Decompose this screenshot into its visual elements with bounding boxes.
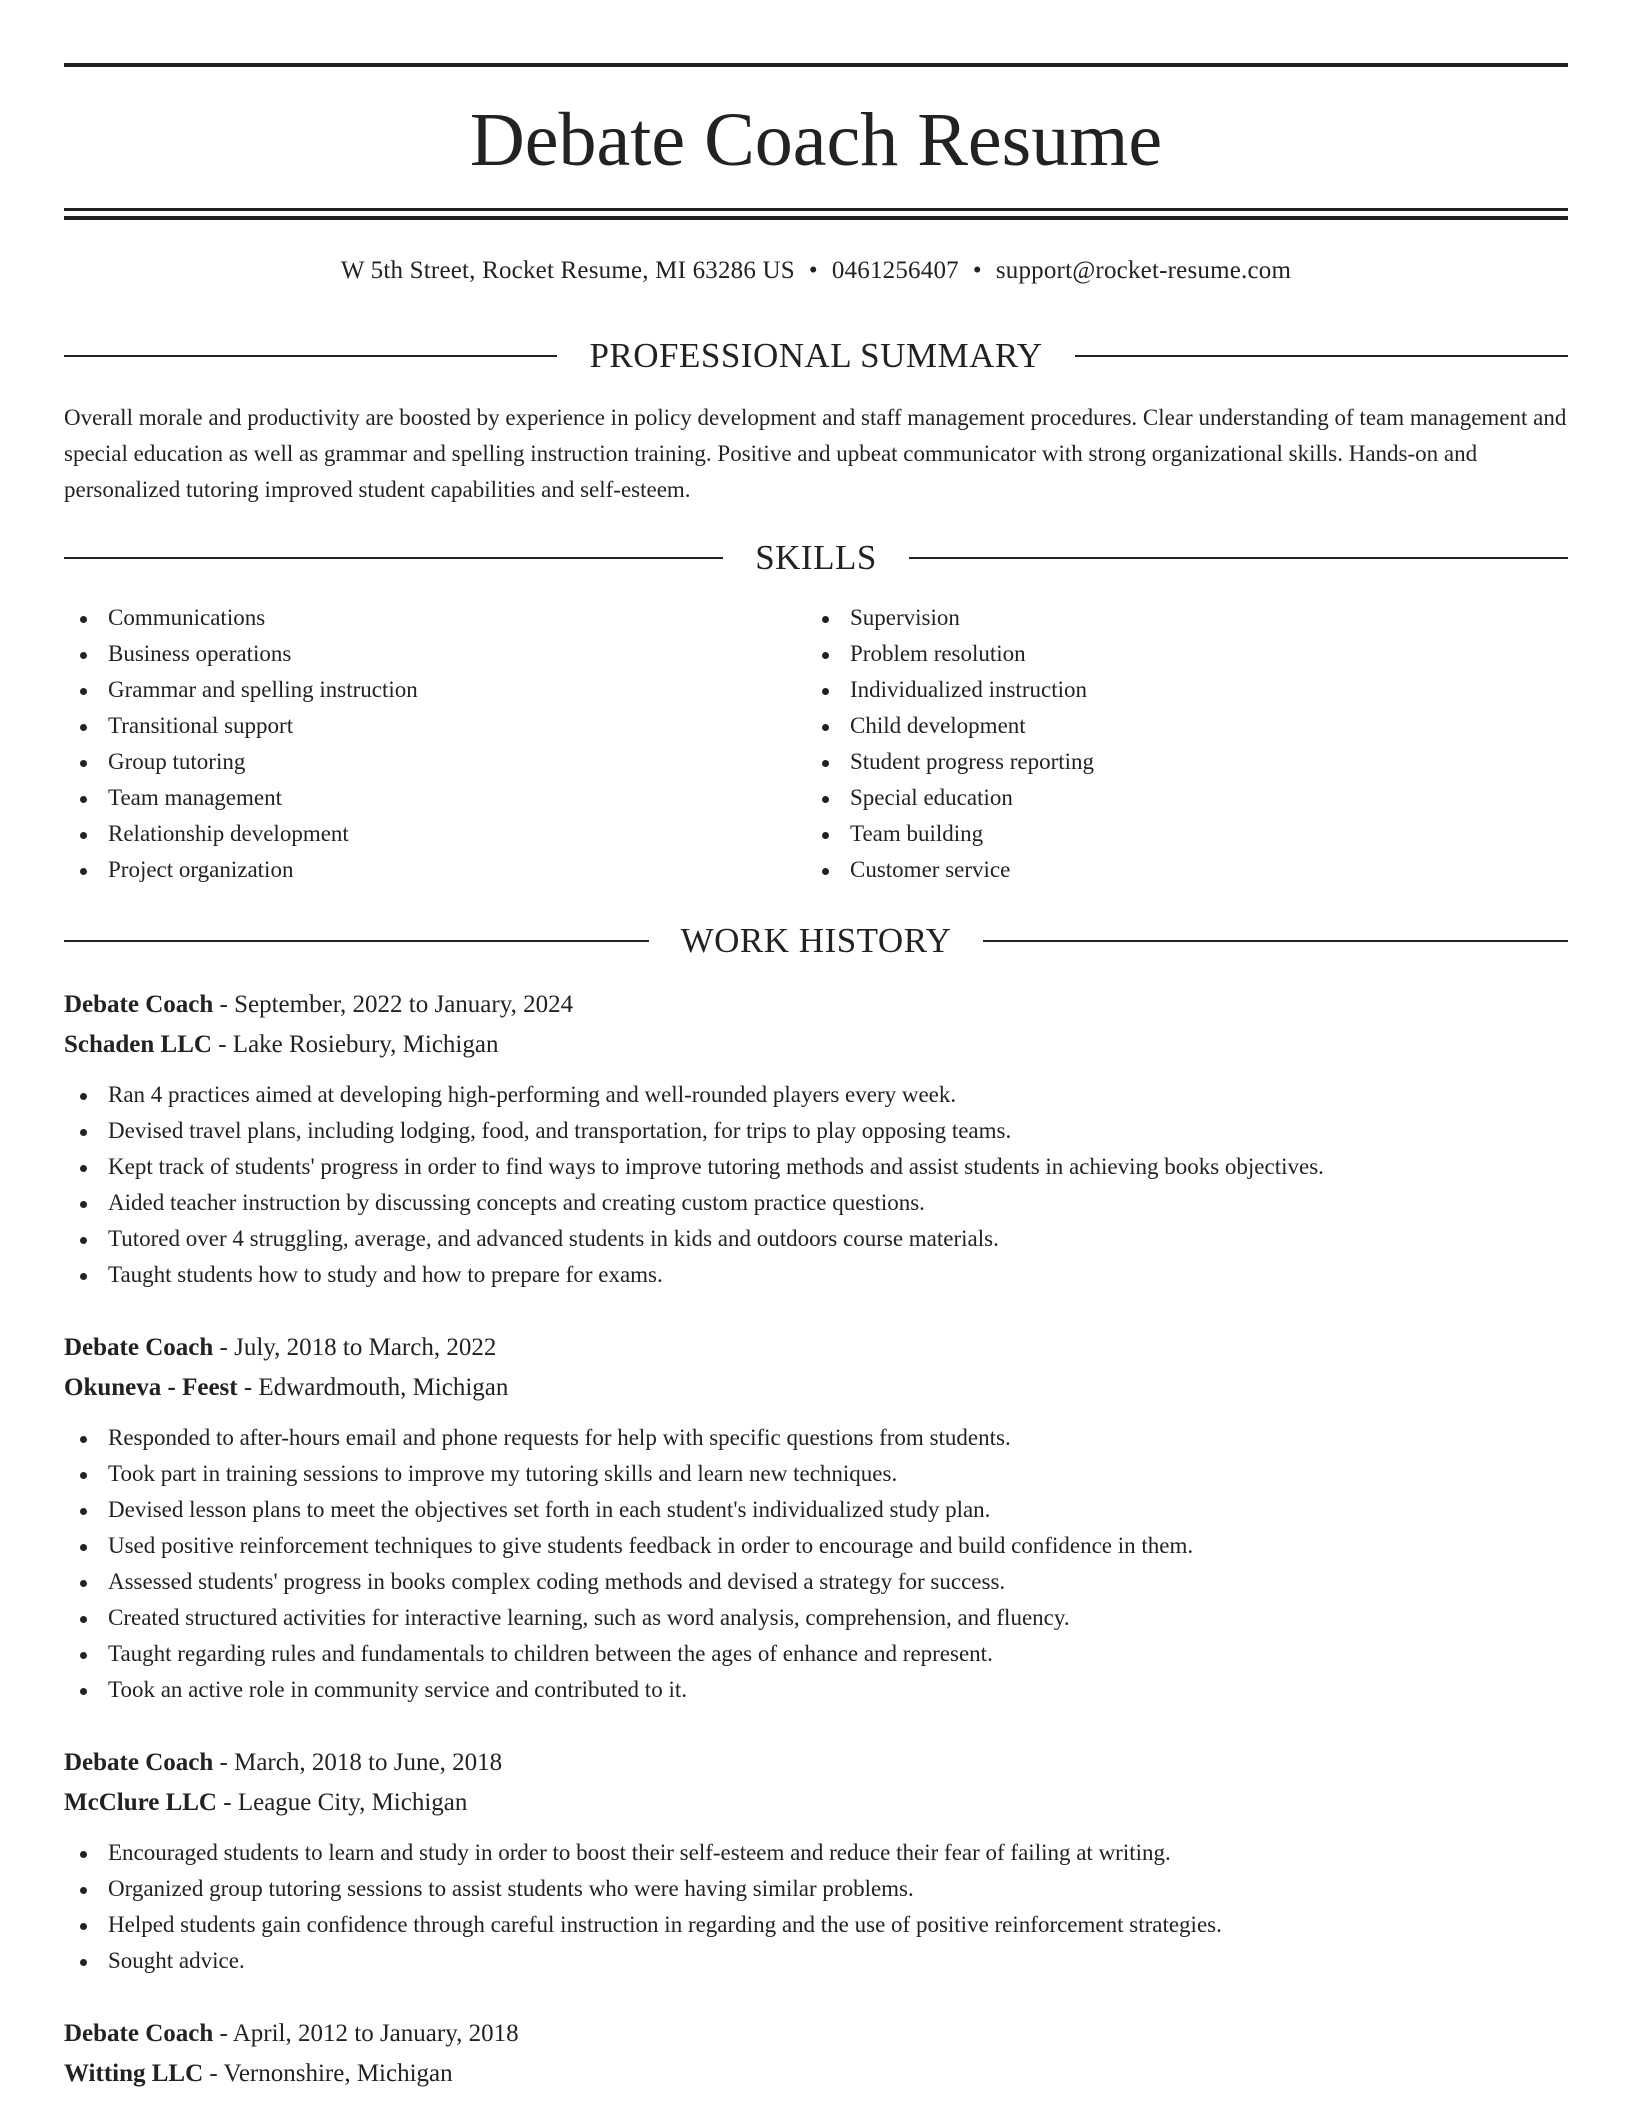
job-title-line xyxy=(64,985,1568,1025)
job-duty: Kept track of students' progress in order to find ways to improve tutoring methods and assist students in achieving books objectives. xyxy=(64,1149,1568,1185)
job-duties xyxy=(64,1420,1568,1708)
summary-text: Overall morale and productivity are boosted by experience in policy development and staff management procedures. Clear understanding of team management and special education as well as grammar and spelling instruction training. Positive and upbeat communicator with strong organizational skills. Hands-on and personalized tutoring improved student capabilities and self-esteem. xyxy=(64,405,1567,502)
job-title-line xyxy=(64,2014,1568,2054)
job-title: Debate Coach xyxy=(64,1749,214,1776)
section-rule-left xyxy=(64,355,557,357)
job-duty: Created structured activities for interactive learning, such as word analysis, comprehension, and fluency. xyxy=(64,1600,1568,1636)
skill-item: Communications xyxy=(64,600,806,636)
job-entry xyxy=(64,1328,1568,1708)
job-company: McClure LLC xyxy=(64,1789,217,1816)
skills-list-right xyxy=(806,600,1548,888)
job-company: Witting LLC xyxy=(64,2060,204,2087)
contact-separator: • xyxy=(808,257,818,284)
title-rule-lower xyxy=(64,216,1568,220)
job-title-line xyxy=(64,1743,1568,1783)
job-dates: - September, 2022 to January, 2024 xyxy=(213,991,574,1018)
job-duty: Aided teacher instruction by discussing concepts and creating custom practice questions. xyxy=(64,1185,1568,1221)
job-duty: Responded to after-hours email and phone requests for help with specific questions from students. xyxy=(64,1420,1568,1456)
job-location: - Vernonshire, Michigan xyxy=(203,2060,453,2087)
skill-item: Supervision xyxy=(806,600,1548,636)
section-rule-right xyxy=(983,940,1568,942)
section-title-skills: SKILLS xyxy=(755,538,877,577)
job-duty: Sought advice. xyxy=(64,1943,1568,1979)
section-header-skills xyxy=(64,536,1568,580)
job-company-line xyxy=(64,1368,1568,1408)
job-duty: Assessed students' progress in books complex coding methods and devised a strategy for success. xyxy=(64,1564,1568,1600)
job-company-line xyxy=(64,1783,1568,1823)
skill-item: Child development xyxy=(806,708,1548,744)
job-duty: Taught students how to study and how to prepare for exams. xyxy=(64,1257,1568,1293)
job-company-line xyxy=(64,1025,1568,1065)
job-duty: Took an active role in community service and contributed to it. xyxy=(64,1672,1568,1708)
job-duty: Taught regarding rules and fundamentals to children between the ages of enhance and represent. xyxy=(64,1636,1568,1672)
skill-item: Problem resolution xyxy=(806,636,1548,672)
job-entry xyxy=(64,985,1568,1293)
job-duty: Used positive reinforcement techniques to give students feedback in order to encourage and build confidence in them. xyxy=(64,1528,1568,1564)
job-title: Debate Coach xyxy=(64,1334,214,1361)
skill-item: Special education xyxy=(806,780,1548,816)
job-duty: Encouraged students to learn and study in order to boost their self-esteem and reduce their fear of failing at writing. xyxy=(64,1835,1568,1871)
contact-address: W 5th Street, Rocket Resume, MI 63286 US xyxy=(340,257,795,284)
skill-item: Group tutoring xyxy=(64,744,806,780)
contact-phone: 0461256407 xyxy=(831,257,959,284)
section-rule-right xyxy=(909,557,1568,559)
skill-item: Relationship development xyxy=(64,816,806,852)
skill-item: Student progress reporting xyxy=(806,744,1548,780)
skills-columns xyxy=(64,600,1568,888)
skill-item: Project organization xyxy=(64,852,806,888)
job-entry xyxy=(64,1743,1568,1979)
job-company: Schaden LLC xyxy=(64,1031,212,1058)
job-location: - League City, Michigan xyxy=(217,1789,468,1816)
job-company: Okuneva - Feest xyxy=(64,1374,238,1401)
section-rule-left xyxy=(64,557,723,559)
job-duties xyxy=(64,1077,1568,1293)
job-dates: - April, 2012 to January, 2018 xyxy=(213,2020,519,2047)
section-rule-left xyxy=(64,940,649,942)
skills-list-left xyxy=(64,600,806,888)
contact-separator: • xyxy=(972,257,982,284)
top-rule xyxy=(64,63,1568,67)
job-duty: Devised travel plans, including lodging, food, and transportation, for trips to play opposing teams. xyxy=(64,1113,1568,1149)
contact-email: support@rocket-resume.com xyxy=(995,257,1292,284)
job-dates: - March, 2018 to June, 2018 xyxy=(213,1749,503,1776)
skill-item: Individualized instruction xyxy=(806,672,1548,708)
job-duty: Helped students gain confidence through careful instruction in regarding and the use of positive reinforcement strategies. xyxy=(64,1907,1568,1943)
section-title-summary: PROFESSIONAL SUMMARY xyxy=(589,336,1043,375)
contact-line xyxy=(64,254,1568,288)
job-company-line xyxy=(64,2054,1568,2094)
job-duties xyxy=(64,1835,1568,1979)
skill-item: Transitional support xyxy=(64,708,806,744)
title-rule-upper xyxy=(64,208,1568,211)
job-location: - Edwardmouth, Michigan xyxy=(237,1374,509,1401)
skill-item: Customer service xyxy=(806,852,1548,888)
section-header-work xyxy=(64,919,1568,963)
job-title: Debate Coach xyxy=(64,991,214,1018)
section-title-work: WORK HISTORY xyxy=(680,921,952,960)
job-entry xyxy=(64,2014,1568,2094)
skill-item: Grammar and spelling instruction xyxy=(64,672,806,708)
skill-item: Business operations xyxy=(64,636,806,672)
job-duty: Organized group tutoring sessions to assist students who were having similar problems. xyxy=(64,1871,1568,1907)
resume-title: Debate Coach Resume xyxy=(469,98,1163,182)
job-dates: - July, 2018 to March, 2022 xyxy=(213,1334,497,1361)
section-rule-right xyxy=(1075,355,1568,357)
job-title-line xyxy=(64,1328,1568,1368)
job-duty: Took part in training sessions to improve my tutoring skills and learn new techniques. xyxy=(64,1456,1568,1492)
skill-item: Team management xyxy=(64,780,806,816)
section-header-summary xyxy=(64,334,1568,378)
job-duty: Ran 4 practices aimed at developing high-performing and well-rounded players every week. xyxy=(64,1077,1568,1113)
job-duty: Devised lesson plans to meet the objectives set forth in each student's individualized study plan. xyxy=(64,1492,1568,1528)
job-duty: Tutored over 4 struggling, average, and advanced students in kids and outdoors course materials. xyxy=(64,1221,1568,1257)
job-location: - Lake Rosiebury, Michigan xyxy=(211,1031,499,1058)
skill-item: Team building xyxy=(806,816,1548,852)
job-title: Debate Coach xyxy=(64,2020,214,2047)
